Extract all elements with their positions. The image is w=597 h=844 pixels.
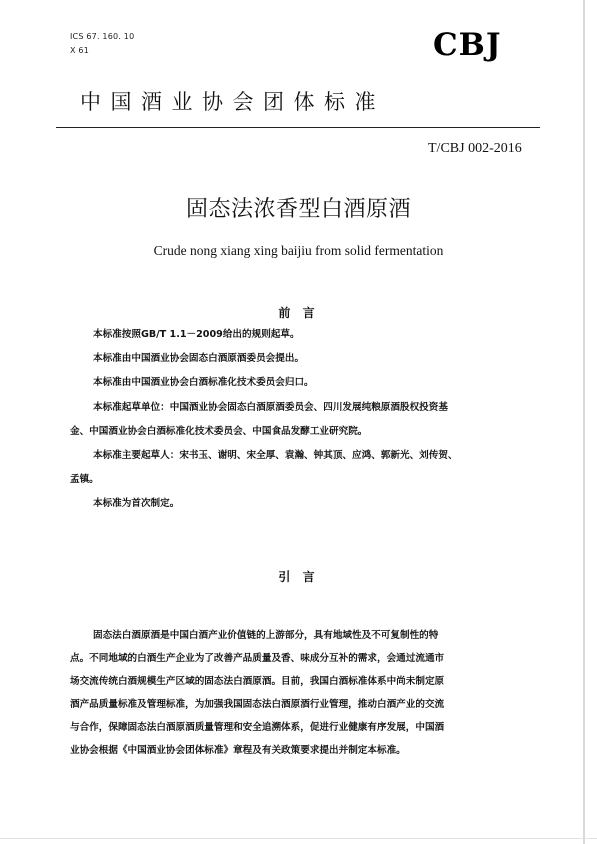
preface-line: 本标准起草单位：中国酒业协会固态白酒原酒委员会、四川发展纯粮原酒股权投资基 (93, 402, 448, 413)
page-edge-right (583, 0, 585, 844)
preface-line: 金、中国酒业协会白酒标准化技术委员会、中国食品发酵工业研究院。 (70, 426, 368, 437)
introduction-line: 酒产品质量标准及管理标准，为加强我国固态法白酒原酒行业管理，推动白酒产业的交流 (70, 699, 445, 710)
introduction-line: 与合作，保障固态法白酒原酒质量管理和安全追溯体系，促进行业健康有序发展，中国酒 (70, 722, 445, 733)
preface-line: 本标准由中国酒业协会白酒标准化技术委员会归口。 (93, 377, 314, 388)
preface-line: 本标准主要起草人：宋书玉、谢明、宋全厚、袁瀚、钟其顶、应鸿、郭新光、刘传贺、 (93, 450, 458, 461)
preface-line: 孟镇。 (70, 474, 99, 485)
document-title-en: Crude nong xiang xing baijiu from solid fermentation (153, 243, 444, 258)
preface-line: 本标准由中国酒业协会固态白酒原酒委员会提出。 (93, 353, 305, 364)
introduction-line: 场交流传统白酒规模生产区域的固态法白酒原酒。目前，我国白酒标准体系中尚未制定原 (70, 676, 445, 687)
document-title-zh: 固态法浓香型白酒原酒 (185, 197, 411, 222)
header-divider (56, 127, 540, 128)
brand-logo-cbj: CBJ (433, 27, 502, 63)
introduction-heading: 引 言 (278, 570, 319, 584)
preface-line: 本标准按照GB/T 1.1－2009给出的规则起草。 (93, 329, 300, 340)
introduction-line: 业协会根据《中国酒业协会团体标准》章程及有关政策要求提出并制定本标准。 (70, 745, 406, 756)
page-edge-bottom (0, 838, 597, 839)
introduction-line: 点。不同地域的白酒生产企业为了改善产品质量及香、味成分互补的需求，会通过流通市 (70, 653, 445, 664)
standard-code: T/CBJ 002-2016 (428, 141, 522, 156)
classification-code: X 61 (70, 46, 90, 55)
association-title: 中国酒业协会团体标准 (80, 90, 385, 114)
preface-heading: 前 言 (278, 306, 319, 320)
preface-line: 本标准为首次制定。 (93, 498, 180, 509)
ics-code: ICS 67. 160. 10 (70, 32, 135, 41)
introduction-line: 固态法白酒原酒是中国白酒产业价值链的上游部分，具有地域性及不可复制性的特 (93, 630, 439, 641)
